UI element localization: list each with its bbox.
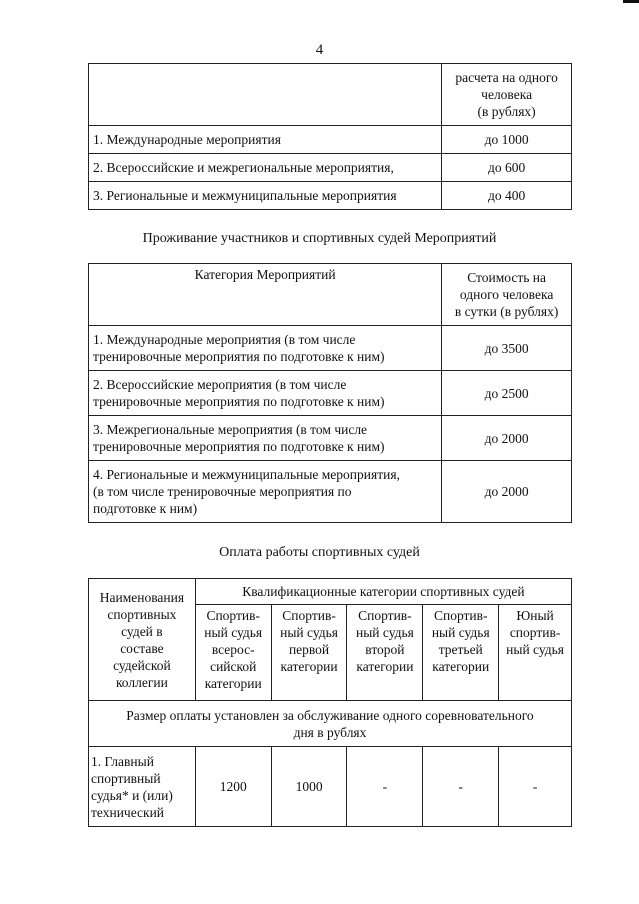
header-line: категории	[204, 676, 262, 691]
table-header-cell-empty	[89, 64, 442, 126]
row-value: -	[499, 747, 572, 827]
row-value: до 2000	[442, 416, 572, 461]
header-line: расчета на одного	[455, 70, 558, 85]
table-row	[89, 182, 572, 210]
row-value: до 2500	[442, 371, 572, 416]
label-line: тренировочные мероприятия по подготовке к ним)	[93, 439, 385, 454]
header-line: Спортив-	[206, 608, 260, 623]
label-line: 4. Региональные и межмуниципальные мероприятия,	[93, 467, 400, 482]
row-value: до 600	[442, 154, 572, 182]
category-header	[271, 605, 347, 701]
header-line: одного человека	[459, 287, 554, 302]
table-header-cell: Категория Мероприятий	[89, 264, 442, 326]
header-line: ный судья	[506, 642, 564, 657]
row-value: до 1000	[442, 126, 572, 154]
header-line: категории	[356, 659, 414, 674]
category-header	[423, 605, 499, 701]
header-line: первой	[288, 642, 330, 657]
table-row	[89, 154, 572, 182]
judges-pay-table	[88, 578, 572, 827]
row-value: -	[347, 747, 423, 827]
row-label: 1. Международные мероприятия	[89, 126, 442, 154]
label-line: тренировочные мероприятия по подготовке к ним)	[93, 394, 385, 409]
header-line: Юный	[516, 608, 554, 623]
payment-note	[89, 701, 572, 747]
table-header-cell	[442, 64, 572, 126]
label-line: 2. Всероссийские мероприятия (в том числе	[93, 377, 347, 392]
header-line: ный судья	[204, 625, 263, 640]
header-line: судей в	[121, 623, 163, 639]
page-number: 4	[315, 42, 324, 58]
section-title-judges-pay: Оплата работы спортивных судей	[219, 545, 420, 560]
row-value: 1200	[195, 747, 271, 827]
header-line: сийской	[210, 659, 257, 674]
table-row	[89, 461, 572, 523]
row-label: 2. Всероссийские и межрегиональные мероприятия,	[89, 154, 442, 182]
row-label	[89, 461, 442, 523]
table-header-row	[89, 264, 572, 326]
label-line: технический	[91, 804, 165, 820]
row-label	[89, 326, 442, 371]
label-line: 3. Межрегиональные мероприятия (в том числе	[93, 422, 368, 437]
label-line: спортивный	[91, 770, 161, 786]
header-line: третьей	[438, 642, 483, 657]
row-label: 3. Региональные и межмуниципальные мероприятия	[89, 182, 442, 210]
label-line: 1. Международные мероприятия (в том числе	[93, 332, 356, 347]
header-line: всерос-	[211, 642, 255, 657]
row-value: до 2000	[442, 461, 572, 523]
header-line: второй	[365, 642, 405, 657]
header-line: Наименования	[99, 589, 185, 605]
travel-cost-table	[88, 63, 572, 210]
section-title-accommodation: Проживание участников и спортивных судей Мероприятий	[142, 231, 497, 246]
header-line: в сутки (в рублях)	[454, 304, 559, 319]
header-line: спортивных	[107, 606, 177, 622]
note-line: дня в рублях	[293, 724, 367, 740]
table-row	[89, 326, 572, 371]
header-line: ный судья	[280, 625, 338, 640]
header-line: судейской	[113, 657, 171, 673]
table-header-row	[89, 64, 572, 126]
category-header	[499, 605, 572, 701]
row-label	[89, 371, 442, 416]
header-line: ный судья	[431, 625, 490, 640]
header-line: категории	[432, 659, 490, 674]
header-line: Спортив-	[358, 608, 412, 623]
table-row	[89, 747, 572, 827]
label-line: тренировочные мероприятия по подготовке к ним)	[93, 349, 385, 364]
header-line: категории	[280, 659, 338, 674]
table-row	[89, 126, 572, 154]
note-line: Размер оплаты установлен за обслуживание одного соревновательного	[126, 707, 534, 723]
header-line: Стоимость на	[467, 270, 546, 285]
judges-name-header	[89, 579, 196, 701]
table-header-row	[89, 579, 572, 605]
header-line: ный судья	[355, 625, 414, 640]
category-header	[347, 605, 423, 701]
page-edge-mark	[623, 0, 639, 3]
row-label	[89, 416, 442, 461]
table-note-row	[89, 701, 572, 747]
row-label	[89, 747, 196, 827]
row-value: 1000	[271, 747, 347, 827]
header-line: составе	[120, 640, 164, 656]
row-value: до 3500	[442, 326, 572, 371]
table-row	[89, 416, 572, 461]
row-value: до 400	[442, 182, 572, 210]
qualification-group-header: Квалификационные категории спортивных судей	[195, 579, 571, 605]
header-line: человека	[481, 87, 533, 102]
label-line: судья* и (или)	[91, 787, 173, 803]
table-row	[89, 371, 572, 416]
category-header	[195, 605, 271, 701]
header-line: Спортив-	[282, 608, 336, 623]
header-line: (в рублях)	[477, 104, 536, 119]
header-line: Спортив-	[433, 608, 488, 623]
label-line: (в том числе тренировочные мероприятия по	[93, 484, 352, 499]
row-value: -	[423, 747, 499, 827]
label-line: 1. Главный	[91, 753, 154, 769]
header-line: коллегии	[115, 674, 168, 690]
header-line: спортив-	[509, 625, 561, 640]
table-header-cell	[442, 264, 572, 326]
label-line: подготовке к ним)	[93, 501, 198, 516]
accommodation-cost-table	[88, 263, 572, 523]
